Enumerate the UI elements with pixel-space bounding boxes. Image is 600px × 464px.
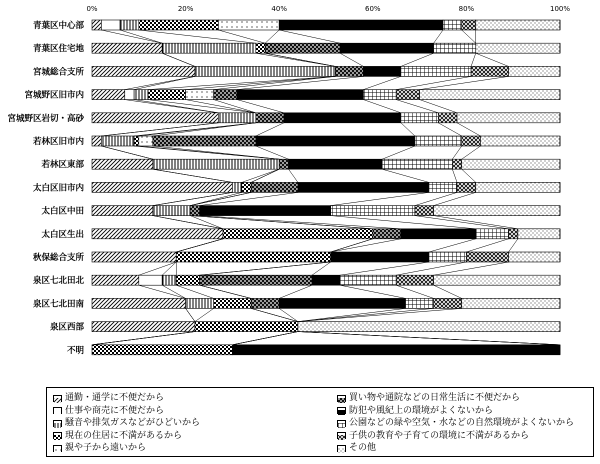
legend-swatch [337,420,346,427]
connector-line [462,169,476,182]
legend-swatch [53,407,62,414]
connector-line [420,100,457,113]
connector-line [237,76,363,89]
bar-segment [101,136,134,146]
connector-line [331,216,476,229]
bar-segment [298,182,429,192]
bar-segment [92,298,186,308]
bar-segment [284,113,401,123]
connector-line [214,76,336,89]
bar-segment [92,206,153,216]
connector-line [452,146,461,159]
connector-line [331,192,429,205]
x-tick-label: 20% [177,5,194,13]
bar-segment [214,90,237,100]
bar-segment [92,43,162,53]
bar-segment [256,113,284,123]
connector-line [298,332,560,345]
connector-line [148,76,335,89]
legend-item [53,393,164,403]
connector-line [186,76,336,89]
category-label: 青葉区中心部 [32,21,84,31]
legend-swatch [53,432,62,439]
bar-segment [363,90,396,100]
connector-line [139,262,176,275]
connector-line [340,262,429,275]
connector-line [298,308,406,321]
bar-segment [462,20,476,30]
legend-label: 買い物や通院などの日常生活に不便だから [349,393,521,403]
legend-item [53,443,146,453]
legend-item [53,406,164,416]
bar-segment [92,66,195,76]
bar-segment [429,252,466,262]
legend-item [53,431,182,441]
bar-segment [162,43,256,53]
connector-line [92,332,195,345]
connector-line [251,169,279,182]
legend-swatch [337,445,346,452]
legend-swatch [53,420,62,427]
category-label: 青葉区住宅地 [32,44,84,55]
legend-swatch [337,432,346,439]
connector-line [162,53,195,66]
connector-line [256,53,336,66]
connector-line [176,239,223,252]
bar-segment [312,275,340,285]
legend-swatch [337,395,346,402]
legend-label: 防犯や風紀上の環境がよくないから [349,405,494,416]
connector-line [434,192,476,205]
bar-segment [509,252,560,262]
connector-line [279,285,312,298]
bar-segment [176,252,330,262]
connector-line [466,239,508,252]
bar-segment [476,20,560,30]
bar-segment [434,206,560,216]
bar-segment [92,20,101,30]
bar-segment [186,90,214,100]
bar-segment [190,206,199,216]
connector-line [139,285,186,298]
connector-line [279,30,340,43]
connector-line [153,123,256,136]
bar-segment [237,90,363,100]
bar-segment [415,206,434,216]
category-label: 宮城総合支所 [32,67,84,78]
bar-segment [256,43,265,53]
connector-line [452,169,457,182]
legend-label: その他 [349,443,377,453]
bar-segment [396,90,419,100]
connector-line [162,262,176,275]
bar-segment [401,229,476,239]
bar-segment [232,182,241,192]
bar-segment [200,275,312,285]
category-label: 泉区七北田南 [32,299,84,310]
legend-label: 現在の住居に不満があるから [65,430,183,441]
bar-segment [92,159,153,169]
bar-segment [331,206,415,216]
bar-segment [466,252,508,262]
legend [46,387,594,457]
connector-line [434,285,462,298]
legend-item [53,418,200,428]
bar-segment [214,298,251,308]
bar-segment [232,345,560,355]
connector-line [101,123,218,136]
connector-line [509,239,518,252]
bar-segment [162,275,176,285]
legend-item [337,443,376,453]
bar-segment [134,136,139,146]
connector-line [218,30,265,43]
bar-segment [298,322,560,332]
bar-segment [340,43,434,53]
connector-line [401,53,434,66]
connector-line [363,76,400,89]
connector-line [382,146,415,159]
bar-segment [176,275,199,285]
bar-segment [101,20,120,30]
bar-segment [92,136,101,146]
connector-line [457,123,480,136]
connector-line [251,308,298,321]
bar-segment [139,20,219,30]
bar-segment [420,90,560,100]
bar-segment [452,159,461,169]
bar-segment [471,66,508,76]
category-label: 泉区西部 [49,322,84,333]
connector-line [265,30,279,43]
bar-segment [373,229,401,239]
connector-line [476,53,509,66]
legend-label: 仕事や商売に不便だから [65,405,165,416]
connector-line [200,192,298,205]
connector-line [298,308,434,321]
x-tick-label: 60% [365,5,381,13]
bar-segment [462,159,560,169]
bar-segment [279,20,443,30]
bar-segment [92,90,125,100]
connector-line [256,123,284,136]
connector-line [434,262,509,275]
bar-segment [509,66,560,76]
bar-segment [218,113,255,123]
bar-segment [92,345,232,355]
bar-segment [331,252,429,262]
bar-segment [462,136,481,146]
connector-line [101,30,162,43]
category-label: 宮城野区岩切・高砂 [7,113,84,124]
category-label: 秋保総合支所 [32,253,84,263]
connector-line [429,239,476,252]
connector-line [195,308,214,321]
bar-segment [434,43,476,53]
bar-segment [251,298,279,308]
bar-segment [438,113,457,123]
connector-line [298,308,462,321]
connector-line [396,100,438,113]
connector-line [200,262,331,275]
legend-item [337,418,574,428]
connector-line [232,332,298,345]
category-label: 泉区七北田北 [32,276,84,287]
bar-segment [509,229,518,239]
bar-segment [462,298,560,308]
connector-line [153,216,223,229]
bar-segment [153,159,279,169]
x-tick-label: 80% [458,5,475,13]
legend-swatch [53,395,62,402]
connector-line [340,285,406,298]
bar-segment [279,298,405,308]
connector-line [340,53,363,66]
bar-segment [443,20,462,30]
connector-line [462,146,481,159]
connector-line [382,169,429,182]
legend-label: 公園などの緑や空気・水などの自然環境がよくないから [349,418,575,428]
bar-segment [340,275,396,285]
bar-segment [153,206,190,216]
x-tick-label: 40% [271,5,287,13]
connector-line [462,30,476,43]
bar-segment [242,182,251,192]
bar-segment [134,90,148,100]
connector-line [153,169,233,182]
legend-item [337,393,520,403]
bar-segment [218,20,279,30]
bar-segment [476,229,509,239]
legend-label: 通勤・通学に不便だから [65,393,165,403]
x-tick-label: 0% [86,5,98,13]
category-labels [7,20,84,356]
bar-segment [401,66,471,76]
bar-segment [139,136,153,146]
bar-segment [480,136,560,146]
connector-line [434,30,443,43]
bar-segment [434,298,462,308]
bar-segment [265,43,340,53]
connector-line [139,123,256,136]
x-tick-label: 100% [549,5,571,13]
bar-segment [382,159,452,169]
connector-line [434,216,518,229]
connector-line [134,100,218,113]
bar-segment [415,136,462,146]
bar-segment [92,113,218,123]
connector-line [415,216,509,229]
bar-segment [92,229,223,239]
connector-line [396,262,466,275]
connector-line [401,123,415,136]
legend-swatch [337,407,346,414]
bar-segment [434,275,560,285]
bar-segment [396,275,433,285]
connector-line [200,216,401,229]
bar-segment [363,66,400,76]
bar-segment [148,90,185,100]
bar-segment [457,113,560,123]
connector-line [289,169,298,182]
bar-segment [251,182,298,192]
category-label: 太白区旧市内 [32,183,84,194]
legend-item [337,431,529,441]
legend-label: 親や子から遠いから [65,443,147,453]
bar-segment [125,90,134,100]
bar-segment [92,182,232,192]
connector-line [363,100,400,113]
bar-segment [518,229,560,239]
bar-segment [476,182,560,192]
bar-segment [457,182,476,192]
bar-segment [406,298,434,308]
legend-swatch [53,445,62,452]
connector-line [265,53,335,66]
category-label: 若林区旧市内 [32,137,84,147]
connector-line [312,262,331,275]
bar-segment [92,275,139,285]
connector-line [186,308,195,321]
category-label: 太白区中田 [41,206,84,217]
bar-segment [401,113,438,123]
bar-segment [139,275,162,285]
bar-segment [120,20,139,30]
connector-line [415,192,457,205]
bar-segment [92,322,195,332]
connector-line [242,169,279,182]
bar-segment [195,322,298,332]
bar-segments [92,20,560,355]
connector-line [148,100,256,113]
legend-label: 騒音や排気ガスなどがひどいから [65,418,201,428]
bar-segment [335,66,363,76]
category-label: 不明 [66,345,84,356]
bar-segment [195,66,335,76]
bar-segment [476,43,560,53]
connector-line [438,123,461,136]
connector-line [125,76,195,89]
connector-line [134,76,195,89]
category-label: 太白区生出 [41,229,84,240]
connector-line [279,308,298,321]
legend-item [337,406,493,416]
legend-label: 子供の教育や子育ての環境に不満があるから [349,430,530,441]
bar-segment [279,159,288,169]
bar-segment [223,229,373,239]
bar-segment [429,182,457,192]
x-axis-ticks [86,5,570,13]
bar-segment [92,252,176,262]
bar-segment [200,206,331,216]
category-label: 若林区東部 [41,160,84,171]
bar-segment [153,136,256,146]
connector-line [471,53,476,66]
bar-segment [256,136,415,146]
bar-segment [289,159,383,169]
category-label: 宮城野区旧市内 [24,90,84,101]
bar-segment [186,298,214,308]
connector-line [396,285,433,298]
connector-line [101,146,152,159]
